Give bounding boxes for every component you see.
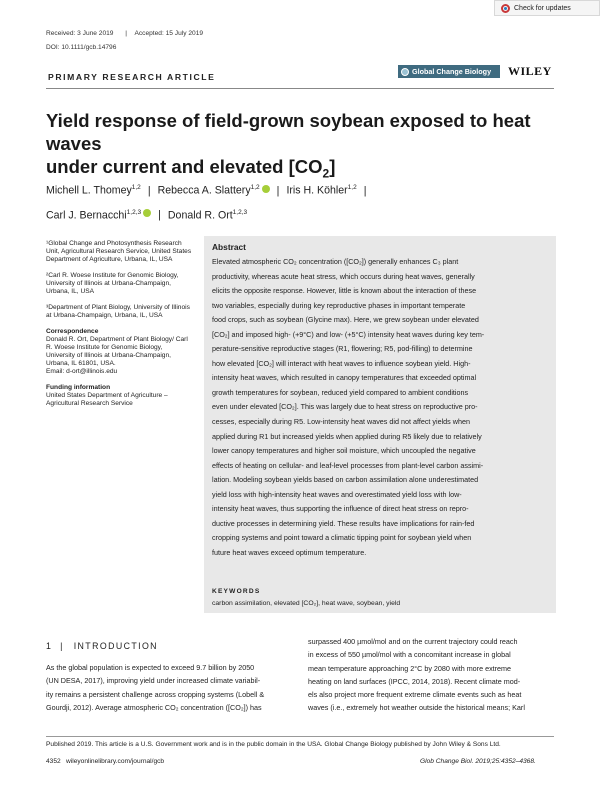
author-name[interactable]: Donald R. Ort [167,209,233,222]
orcid-icon[interactable] [143,209,151,217]
correspondence-email[interactable]: Email: d-ort@illinois.edu [46,368,118,375]
body-column-left [46,661,298,714]
body-line: heating on land surfaces (IPCC, 2014, 2018). Recent climate mod- [308,676,521,686]
doi[interactable]: DOI: 10.1111/gcb.14796 [46,44,117,51]
author-affiliation: 1,2 [250,184,260,191]
body-line: in excess of 550 µmol/mol with a concomitant increase in global [308,650,511,660]
journal-name: Global Change Biology [412,67,492,76]
abstract-body [212,255,549,560]
abstract-line: cesses, especially during R5. Low-intensity heat waves did not affect yields when [212,417,470,427]
author-separator: | [276,184,280,197]
page-number: 4352 [46,758,61,765]
body-line: (UN DESA, 2017), improving yield under increased climate variabil- [46,676,261,686]
abstract-line: [CO₂] and imposed high- (+9°C) and low- (+5°C) intensity heat waves during key tem- [212,329,485,339]
author-name[interactable]: Iris H. Köhler [286,184,348,197]
title-line-2-text: under current and elevated [CO [46,156,323,177]
section-title: INTRODUCTION [73,641,158,651]
funding-heading: Funding information [46,384,111,391]
accepted-date: Accepted: 15 July 2019 [134,30,204,37]
author-affiliation: 1,2,3 [232,208,248,216]
author-affiliation: 1,2 [347,184,357,191]
correspondence-heading: Correspondence [46,328,99,335]
author-name[interactable]: Carl J. Bernacchi [46,209,127,222]
abstract-line: productivity, whereas acute heat stress, which occurs during heat waves, generally [212,271,475,281]
abstract-line: effects of heating on cellular- and leaf-level processes from plant-level carbon assimi- [212,460,484,470]
divider [46,88,554,89]
article-dates [46,30,213,37]
journal-logo [398,65,500,78]
author-affiliation: 1,2,3 [126,208,142,216]
body-line: surpassed 400 µmol/mol and on the current trajectory could reach [308,637,518,646]
abstract-line: two variables, especially during key reproductive phases in important temperate [212,300,466,310]
abstract-line: ductive processes in determining yield. These results have implications for rain-fed [212,518,475,528]
journal-url[interactable]: wileyonlinelibrary.com/journal/gcb [66,758,165,765]
check-for-updates-button[interactable] [494,0,600,16]
abstract-line: growth temperatures for soybean, reduced yield compared to ambient conditions [212,387,469,397]
body-column-right [308,635,558,715]
author-separator: | [158,209,161,222]
copyright-note: Published 2019. This article is a U.S. Government work and is in the public domain in the USA. Global Change Biology published by John Wiley & Sons Ltd. [46,741,501,748]
author-line-1 [46,177,546,202]
body-line: As the global population is expected to exceed 9.7 billion by 2050 [46,663,255,672]
journal-citation: Glob Change Biol. 2019;25:4352–4368. [420,758,536,765]
correspondence-text: Donald R. Ort, Department of Plant Biology/ Carl R. Woese Institute for Genomic Biology, University of Illinois at Urbana-Champaign, Urbana, IL 61801, USA. [46,336,188,367]
publisher-logo: WILEY [508,64,552,78]
affiliations-sidebar [46,240,192,416]
abstract-line: lation. Modeling soybean yields based on carbon assimilation alone underestimated [212,475,479,485]
section-heading [46,641,158,651]
affiliation-2: ²Carl R. Woese Institute for Genomic Biology, University of Illinois at Urbana-Champaign, Urbana, IL, USA [46,272,179,295]
title-subscript: 2 [322,166,330,181]
affiliation-3: ³Department of Plant Biology, University of Illinois at Urbana-Champaign, Urbana, IL, USA [46,304,190,319]
body-line: mean temperature approaching 2°C by 2080 with more extreme [308,663,512,673]
body-line: Gourdji, 2012). Average atmospheric CO₂ concentration ([CO₂]) has [46,702,262,712]
abstract-line: applied during R1 but increased yields when applied during R5 likely due to relatively [212,431,482,441]
crossmark-icon [501,4,510,13]
body-line: ity remains a persistent challenge across cropping systems (Lobell & [46,689,265,699]
body-line: els also project more frequent extreme climate events such as heat [308,690,522,700]
author-affiliation: 1,2 [131,184,141,191]
author-line-2 [46,202,546,227]
title-line-1: Yield response of field-grown soybean exposed to heat waves [46,110,531,154]
body-line: waves (i.e., extremely hot weather outside the historical means; Karl [308,703,525,713]
footer-divider [46,736,554,737]
abstract-line: even under elevated [CO₂]. This was largely due to heat stress on reproductive pro- [212,402,478,412]
article-title [46,109,556,186]
abstract-line: elicits the opposite response. However, little is known about the interaction of these [212,286,477,296]
keywords-list: carbon assimilation, elevated [CO₂], heat wave, soybean, yield [212,600,401,607]
funding-text: United States Department of Agriculture – Agricultural Research Service [46,392,168,407]
abstract-line: intensity heat waves, which resulted in canopy temperatures that exceeded optimal [212,373,477,383]
keywords-heading: KEYWORDS [212,588,261,595]
author-separator: | [147,184,151,197]
section-number: 1 [46,641,53,651]
abstract-line: future heat waves exceed optimum temperature. [212,547,367,557]
abstract-line: food crops, such as soybean (Glycine max). Here, we grew soybean under elevated [212,315,479,325]
affiliation-1: ¹Global Change and Photosynthesis Research Unit, Agricultural Research Service, United States Department of Agriculture, Urbana, IL, USA [46,240,192,263]
article-type: PRIMARY RESEARCH ARTICLE [48,72,216,82]
abstract-line: yield loss with high-intensity heat waves and overestimated yield loss with low- [212,489,462,499]
orcid-icon[interactable] [262,185,270,193]
section-separator: | [60,641,64,651]
author-name[interactable]: Rebecca A. Slattery [157,184,251,197]
abstract-line: how elevated [CO₂] will interact with heat waves to influence soybean yield. High- [212,358,471,368]
globe-icon [401,68,409,76]
author-name[interactable]: Michell L. Thomey [46,184,132,197]
author-separator: | [363,184,367,197]
author-list [46,177,546,226]
title-line-2-end: ] [329,156,336,177]
abstract-line: intensity heat waves, thus supporting the influence of direct heat stress on repro- [212,504,469,514]
abstract-heading: Abstract [212,242,246,252]
date-separator: | [125,30,128,37]
abstract-line: cropping systems and point toward a climatic tipping point for soybean yield when [212,533,472,543]
abstract-line: Elevated atmospheric CO₂ concentration ([CO₂]) generally enhances C₃ plant [212,257,459,266]
check-for-updates-label: Check for updates [514,4,571,12]
abstract-line: lower canopy temperatures and higher soil moisture, which uncoupled the negative [212,446,476,456]
abstract-line: perature-sensitive reproductive stages (R1, flowering; R5, pod-filling) to determine [212,344,473,354]
received-date: Received: 3 June 2019 [46,30,114,37]
